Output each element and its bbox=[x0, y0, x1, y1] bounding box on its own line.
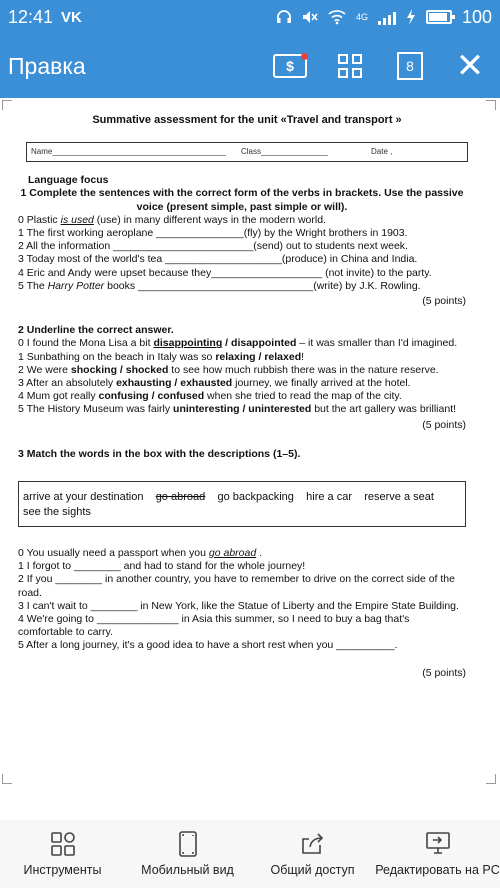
exercise-item: 1 The first working aeroplane _______________(fly) by the Wright brothers in 1903. bbox=[18, 227, 408, 240]
page-corner-mark bbox=[2, 100, 12, 110]
word-box-item: go abroad bbox=[155, 491, 206, 504]
points-label: (5 points) bbox=[422, 666, 466, 679]
exercise-item: 2 We were shocking / shocked to see how much rubbish there was in the nature reserve. bbox=[18, 363, 439, 376]
document-content bbox=[18, 114, 466, 680]
exercise-item: 5 The History Museum was fairly uninteresting / uninterested but the art gallery was brilliant! bbox=[18, 403, 457, 416]
word-box-item: go backpacking bbox=[217, 491, 294, 504]
network-type: 4G bbox=[355, 12, 368, 22]
word-box-item: hire a car bbox=[306, 491, 353, 504]
tools-label: Инструменты bbox=[23, 863, 102, 877]
document-title: Summative assessment for the unit «Travel and transport » bbox=[92, 114, 402, 126]
pay-button[interactable] bbox=[260, 34, 320, 98]
charging-icon bbox=[406, 9, 416, 25]
share-button[interactable] bbox=[250, 820, 375, 888]
edit-on-pc-label: Редактировать на PC bbox=[375, 863, 500, 877]
section-3 bbox=[18, 448, 466, 680]
points-label: (5 points) bbox=[422, 295, 466, 308]
battery-level: 100 bbox=[461, 6, 492, 27]
example-sentence: 0 I found the Mona Lisa a bit disappointing / disappointed – it was smaller than I'd imagined. bbox=[18, 337, 458, 350]
page-corner-mark bbox=[486, 100, 496, 110]
share-icon bbox=[300, 831, 326, 857]
edit-on-pc-button[interactable] bbox=[375, 820, 500, 888]
exercise-item: 4 Eric and Andy were upset because they___________________ (not invite) to the party. bbox=[18, 266, 432, 279]
mobile-view-label: Мобильный вид bbox=[141, 863, 234, 877]
word-box-item: reserve a seat bbox=[364, 491, 434, 504]
exercise-item: 1 Sunbathing on the beach in Italy was so relaxing / relaxed! bbox=[18, 350, 305, 363]
close-button[interactable] bbox=[440, 34, 500, 98]
status-bar bbox=[0, 0, 500, 34]
vk-icon: VK bbox=[61, 8, 82, 26]
share-label: Общий доступ bbox=[270, 863, 355, 877]
grid-view-button[interactable] bbox=[320, 34, 380, 98]
word-box bbox=[18, 481, 466, 527]
section-1 bbox=[18, 174, 466, 308]
exercise-item: 3 I can't wait to ________ in New York, like the Statue of Liberty and the Empire State Building. bbox=[18, 599, 459, 612]
grid-icon bbox=[338, 54, 362, 78]
word-box-item: see the sights bbox=[23, 506, 91, 519]
signal-icon bbox=[378, 10, 396, 25]
bottom-toolbar bbox=[0, 820, 500, 888]
exercise-item: 4 We're going to ______________ in Asia this summer, so I need to buy a bag that's comfortable to carry. bbox=[18, 613, 410, 639]
page-count-button[interactable] bbox=[380, 34, 440, 98]
close-icon: ✕ bbox=[455, 47, 485, 85]
battery-icon bbox=[426, 10, 452, 24]
notification-dot bbox=[301, 53, 308, 60]
tools-button[interactable] bbox=[0, 820, 125, 888]
tools-icon bbox=[50, 831, 76, 857]
exercise-item: 4 Mum got really confusing / confused when she tried to read the map of the city. bbox=[18, 390, 402, 403]
example-sentence: 0 You usually need a passport when you go abroad . bbox=[18, 547, 263, 560]
section-2 bbox=[18, 324, 466, 432]
app-title: Правка bbox=[8, 52, 86, 79]
exercise-item: 1 I forgot to ________ and had to stand for the whole journey! bbox=[18, 560, 306, 573]
app-bar bbox=[0, 34, 500, 98]
page-corner-mark bbox=[2, 774, 12, 784]
exercise-item: 5 After a long journey, it's a good idea to have a short rest when you __________. bbox=[18, 639, 398, 652]
word-box-item: arrive at your destination bbox=[23, 491, 144, 504]
page-number: 8 bbox=[397, 52, 423, 80]
clock: 12:41 bbox=[8, 6, 54, 27]
exercise-item: 5 The Harry Potter books ______________________________(write) by J.K. Rowling. bbox=[18, 279, 421, 292]
section-heading: 2 Underline the correct answer. bbox=[18, 324, 174, 337]
exercise-item: 3 Today most of the world's tea ____________________(produce) in China and India. bbox=[18, 253, 418, 266]
document-page[interactable] bbox=[0, 98, 500, 820]
mobile-view-button[interactable] bbox=[125, 820, 250, 888]
date-field: Date , bbox=[371, 147, 393, 156]
example-sentence: 0 Plastic is used (use) in many different ways in the modern world. bbox=[18, 213, 326, 226]
dollar-icon: $ bbox=[273, 54, 307, 78]
exercise-item: 2 All the information ________________________(send) out to students next week. bbox=[18, 240, 408, 253]
name-class-date-box bbox=[26, 142, 468, 162]
page-corner-mark bbox=[486, 774, 496, 784]
mute-icon bbox=[302, 9, 318, 25]
computer-icon bbox=[424, 831, 452, 857]
section-heading: 3 Match the words in the box with the descriptions (1–5). bbox=[18, 447, 301, 460]
headphones-icon bbox=[276, 9, 292, 25]
wifi-icon bbox=[328, 9, 346, 25]
section-instruction: 1 Complete the sentences with the correct form of the verbs in brackets. Use the passive voice (present simple, past simple or will). bbox=[20, 187, 464, 213]
mobile-view-icon bbox=[176, 831, 200, 857]
exercise-item: 3 After an absolutely exhausting / exhausted journey, we finally arrived at the hotel. bbox=[18, 377, 411, 390]
section-heading: Language focus bbox=[28, 174, 109, 187]
name-field: Name_______________________________________ bbox=[31, 147, 226, 156]
points-label: (5 points) bbox=[422, 418, 466, 431]
exercise-item: 2 If you ________ in another country, you have to remember to drive on the correct side of the road. bbox=[18, 573, 455, 599]
class-field: Class_______________ bbox=[241, 147, 328, 156]
